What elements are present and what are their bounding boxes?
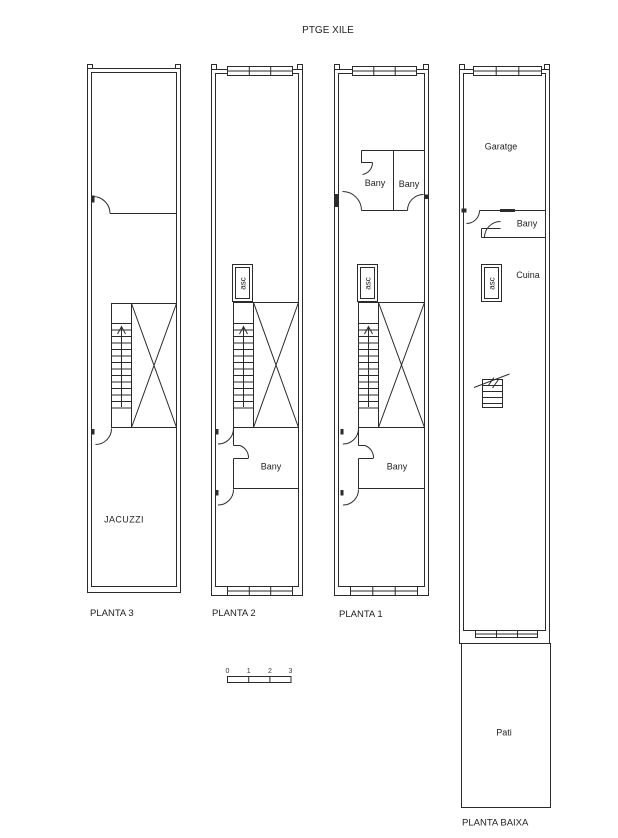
plan-label-planta-2: PLANTA 2 [212, 608, 256, 619]
room-label-pati: Pati [496, 727, 512, 738]
void-cross [254, 303, 299, 428]
bathroom-walls [234, 428, 299, 489]
bathroom-walls [482, 229, 546, 238]
exterior-wall-inner [464, 74, 546, 631]
void-cross [132, 304, 177, 428]
exterior-wall-inner [92, 73, 177, 587]
staircase-symbol [234, 303, 299, 428]
stair-treads [483, 386, 503, 404]
room-label-jacuzzi: JACUZZI [104, 514, 144, 525]
room-label-bany-mid: Bany [386, 461, 408, 472]
plan-planta-baixa [460, 65, 551, 829]
door-arc [343, 192, 362, 211]
entry-stair-symbol [474, 374, 510, 408]
exterior-wall-outer [460, 70, 550, 644]
door-arc [467, 211, 480, 224]
elevator-label: asc [238, 277, 248, 290]
party-wall-ticks [88, 65, 181, 69]
plan-planta-2 [212, 65, 303, 620]
elevator-asc [358, 265, 378, 302]
scale-bar-body [228, 677, 292, 683]
door-arc [240, 446, 249, 459]
door-arc [485, 222, 501, 238]
room-label-bany-right: Bany [398, 179, 420, 189]
door-arc [365, 446, 374, 459]
room-label-bany: Bany [516, 218, 538, 229]
room-label-garatge: Garatge [484, 141, 518, 152]
plan-planta-3 [88, 65, 181, 620]
exterior-wall-inner [216, 74, 299, 587]
exterior-wall-outer [212, 70, 303, 596]
door-arc [408, 195, 424, 211]
elevator-asc [233, 265, 253, 302]
scale-tick-1: 1 [246, 668, 251, 675]
exterior-wall-outer [335, 70, 429, 596]
elevator-label: asc [363, 277, 373, 290]
elevator-asc [482, 265, 502, 302]
plan-label-planta-1: PLANTA 1 [339, 609, 383, 620]
door-arc [343, 490, 359, 506]
elevator-label: asc [487, 277, 497, 290]
plan-planta-1 [335, 65, 429, 621]
drawing-title: PTGE XILE [302, 25, 354, 36]
door-arc [343, 429, 359, 445]
room-label-bany-left: Bany [364, 178, 386, 188]
door-arc [363, 163, 373, 175]
door-arc [96, 429, 112, 445]
room-label-bany: Bany [260, 461, 282, 472]
door-arc [93, 197, 110, 214]
staircase-symbol [112, 304, 177, 428]
staircase-symbol [359, 303, 425, 428]
scale-tick-0: 0 [225, 668, 230, 675]
bathroom-walls [359, 428, 425, 489]
scale-bar [226, 668, 293, 683]
door-arc [218, 429, 234, 445]
scale-tick-3: 3 [288, 668, 293, 675]
patio-boundary [462, 644, 551, 808]
plan-label-planta-3: PLANTA 3 [90, 608, 134, 619]
scale-bar-divisions [249, 677, 270, 683]
door-arc [218, 490, 234, 506]
room-label-cuina: Cuina [516, 270, 540, 280]
plan-label-planta-baixa: PLANTA BAIXA [462, 817, 529, 829]
scale-tick-2: 2 [267, 668, 272, 675]
void-cross [379, 303, 425, 428]
